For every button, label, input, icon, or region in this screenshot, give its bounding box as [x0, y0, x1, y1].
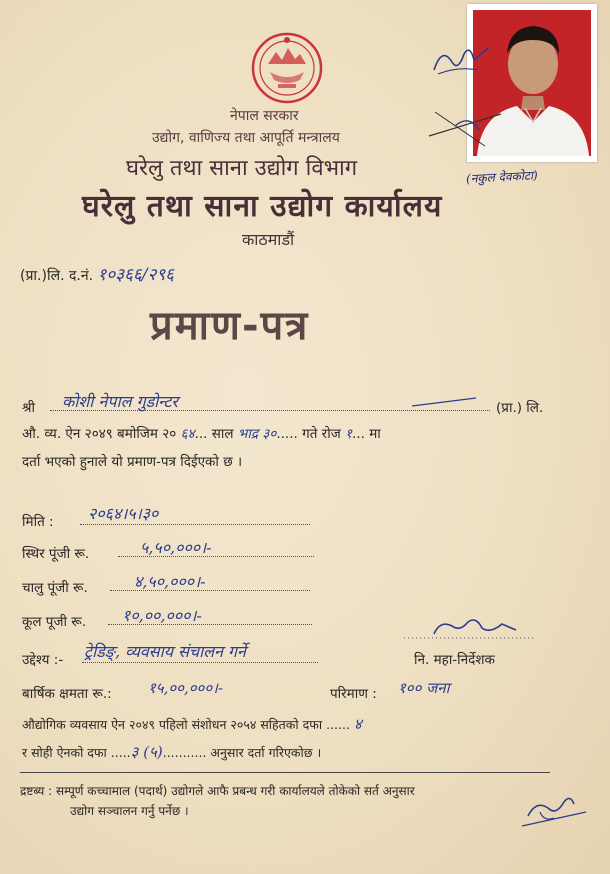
registration-line: औ. व्य. ऐन २०४९ बमोजिम २० ६४... साल भाद्र ३०..... गते रोज १... मा: [22, 426, 381, 442]
footer-divider: [20, 772, 550, 773]
working-capital-label: चालु पूंजी रू.: [22, 580, 88, 596]
objective-value: ट्रेडिङ्, व्यवसाय संचालन गर्ने: [84, 642, 246, 661]
section-statement-2: र सोही ऐनको दफा .....३ (५)........... अनुसार दर्ता गरिएकोछ ।: [22, 743, 322, 761]
government-label: नेपाल सरकार: [230, 108, 299, 124]
weekday-value: १: [345, 426, 353, 442]
day-value: ३०: [262, 426, 277, 442]
department-label: घरेलु तथा साना उद्योग विभाग: [126, 156, 358, 181]
objective-dotted-line: [82, 662, 318, 663]
signature-mark-icon: [428, 40, 498, 80]
section-value-2: ३ (५): [130, 743, 163, 761]
nepal-emblem-icon: [248, 30, 326, 106]
date-value: २०६४।५।३०: [88, 504, 159, 523]
department-handwritten-note: (नकुल देवकोटा): [465, 168, 539, 186]
month-value: भाद्र: [237, 426, 258, 442]
office-title: घरेलु तथा साना उद्योग कार्यालय: [82, 189, 443, 224]
city-label: काठमाडौं: [242, 230, 295, 249]
registration-label: (प्रा.)लि. द.नं.: [20, 268, 94, 284]
date-dotted-line: [80, 524, 310, 525]
registration-number: [20, 262, 174, 285]
quantity-value: १०० जना: [398, 679, 450, 697]
date-label: मिति :: [22, 514, 54, 530]
initials-signature-icon: [520, 790, 590, 830]
total-capital-label: कूल पूजी रू.: [22, 614, 87, 630]
registration-value: १०३६६/२९६: [97, 265, 174, 285]
pvt-ltd-suffix: (प्रा.) लि.: [496, 400, 544, 416]
certificate-title: प्रमाण-पत्र: [150, 303, 310, 349]
section-value: ४: [353, 715, 362, 733]
ministry-label: उद्योग, वाणिज्य तथा आपूर्ति मन्त्रालय: [152, 130, 340, 146]
fixed-capital-label: स्थिर पूंजी रू.: [22, 546, 90, 562]
shri-label: श्री: [22, 400, 36, 416]
footer-note-line1: द्रष्टब्य : सम्पूर्ण कच्चामाल (पदार्थ) उद्योगले आफै प्रबन्ध गरी कार्यालयले तोकेको सर्त अनुसार: [20, 784, 415, 798]
annual-capacity-value: १५,००,०००।-: [148, 679, 223, 697]
company-name: कोशी नेपाल गुडोन्टर: [62, 392, 178, 411]
name-underline-stroke: [410, 396, 480, 408]
objective-label: उद्देश्य :-: [22, 652, 64, 668]
section-statement: औद्योगिक व्यवसाय ऐन २०४९ पहिलो संशोधन २०५४ सहितको दफा ...... ४: [22, 715, 362, 733]
total-capital-value: १०,००,०००।-: [122, 606, 202, 625]
annual-capacity-label: बार्षिक क्षमता रू.:: [22, 686, 112, 702]
quantity-label: परिमाण :: [330, 686, 377, 702]
stamp-overlap-mark: [425, 106, 505, 150]
fixed-capital-value: ५,५०,०००।-: [140, 538, 212, 557]
year-value: ६४: [180, 426, 195, 442]
footer-note-line2: उद्योग सञ्चालन गर्नु पर्नेछ ।: [70, 804, 189, 818]
director-signature-icon: [404, 612, 534, 642]
registration-statement: दर्ता भएको हुनाले यो प्रमाण-पत्र दिईएको छ ।: [22, 454, 243, 470]
working-capital-value: ४,५०,०००।-: [134, 572, 206, 591]
director-title: नि. महा-निर्देशक: [414, 652, 495, 668]
